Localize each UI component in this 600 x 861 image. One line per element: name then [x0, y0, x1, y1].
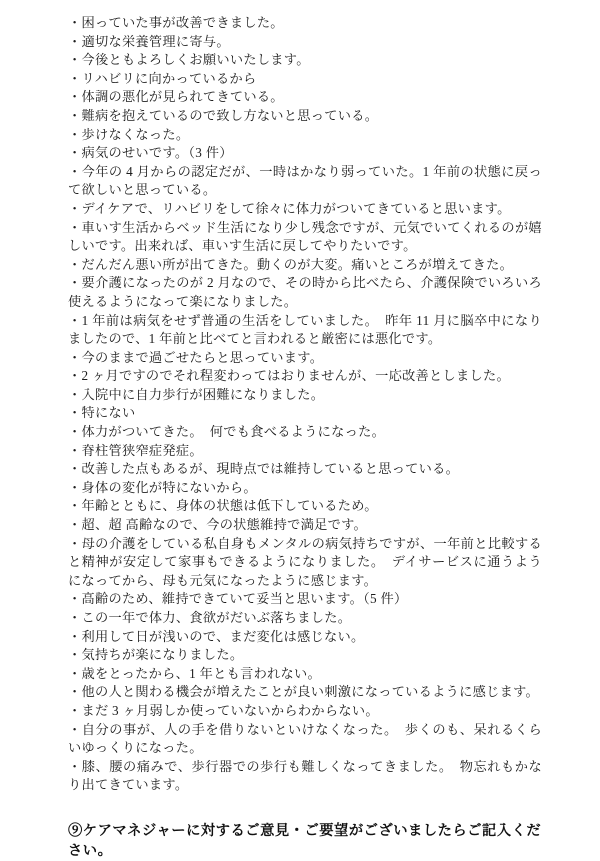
comment-item: ・今後ともよろしくお願いいたします。: [68, 52, 310, 68]
comment-item: ・膝、腰の痛みで、歩行器での歩行も難しくなってきました。 物忘れもかなり出てきています。: [68, 758, 542, 793]
comment-item: ・改善した点もあるが、現時点では維持していると思っている。: [68, 461, 460, 477]
comment-item: ・特にない: [68, 405, 136, 421]
comment-item: ・気持ちが楽になりました。: [68, 647, 244, 663]
comment-item: ・利用して日が浅いので、まだ変化は感じない。: [68, 628, 365, 644]
comment-item: ・今のままで過ごせたらと思っています。: [68, 349, 324, 365]
comment-item: ・病気のせいです。（3 件）: [68, 145, 233, 161]
comment-item: ・車いす生活からベッド生活になり少し残念ですが、元気でいてくれるのが嬉しいです。出来れば、車いす生活に戻してやりたいです。: [68, 219, 542, 254]
comment-item: ・この一年で体力、食欲がだいぶ落ちました。: [68, 610, 352, 625]
comment-item: ・2 ヶ月ですのでそれ程変わってはおりませんが、一応改善としました。: [68, 368, 510, 384]
comment-item: ・リハビリに向かっているから: [68, 70, 257, 86]
comment-item: ・適切な栄養管理に寄与。: [68, 33, 230, 49]
comment-item: ・母の介護をしている私自身もメンタルの病気持ちですが、一年前と比較すると精神が安定して家事もできるようになりました。 デイサービスに通うようになってから、母も元気になったように感じます。: [68, 535, 542, 588]
comment-item: ・1 年前は病気をせず普通の生活をしていました。 昨年 11 月に脳卒中になりましたので、1 年前と比べてと言われると厳密には悪化です。: [68, 312, 542, 347]
comment-item: ・脊柱管狭窄症発症。: [68, 442, 203, 458]
comment-item: ・入院中に自力歩行が困難になりました。: [68, 386, 325, 402]
comment-item: ・だんだん悪い所が出てきた。動くのが大変。痛いところが増えてきた。: [68, 256, 514, 272]
comment-item: ・歳をとったから、1 年とも言われない。: [68, 665, 321, 681]
comment-item: ・困っていた事が改善できました。: [68, 15, 284, 30]
comments-list: [68, 14, 542, 795]
comment-item: ・今年の 4 月からの認定だが、一時はかなり弱っていた。1 年前の状態に戻って欲しいと思っている。: [68, 163, 542, 198]
comment-item: ・他の人と関わる機会が増えたことが良い刺激になっているように感じます。: [68, 684, 540, 700]
comment-item: ・身体の変化が特にないから。: [68, 479, 257, 495]
comment-item: ・体調の悪化が見られてきている。: [68, 89, 284, 105]
comment-item: ・歩けなくなった。: [68, 126, 190, 142]
comment-item: ・自分の事が、人の手を借りないといけなくなった。 歩くのも、呆れるくらいゆっくりになった。: [68, 721, 542, 756]
comment-item: ・難病を抱えているので致し方ないと思っている。: [68, 107, 379, 123]
comment-item: ・超、超 高齢なので、今の状態維持で満足です。: [68, 517, 367, 533]
comment-item: ・年齢とともに、身体の状態は低下しているため。: [68, 498, 378, 514]
comment-item: ・デイケアで、リハビリをして徐々に体力がついてきていると思います。: [68, 200, 511, 216]
comment-item: ・体力がついてきた。 何でも食べるようになった。: [68, 424, 386, 440]
comment-item: ・まだ 3 ヶ月弱しか使っていないからわからない。: [68, 702, 379, 718]
comment-item: ・高齢のため、維持できていて妥当と思います。（5 件）: [68, 591, 408, 607]
question-heading: ⑨ケアマネジャーに対するご意見・ご要望がございましたらご記入ください。: [68, 822, 542, 859]
comment-item: ・要介護になったのが 2 月なので、その時から比べたら、介護保険でいろいろ使えるようになって楽になりました。: [68, 275, 542, 309]
